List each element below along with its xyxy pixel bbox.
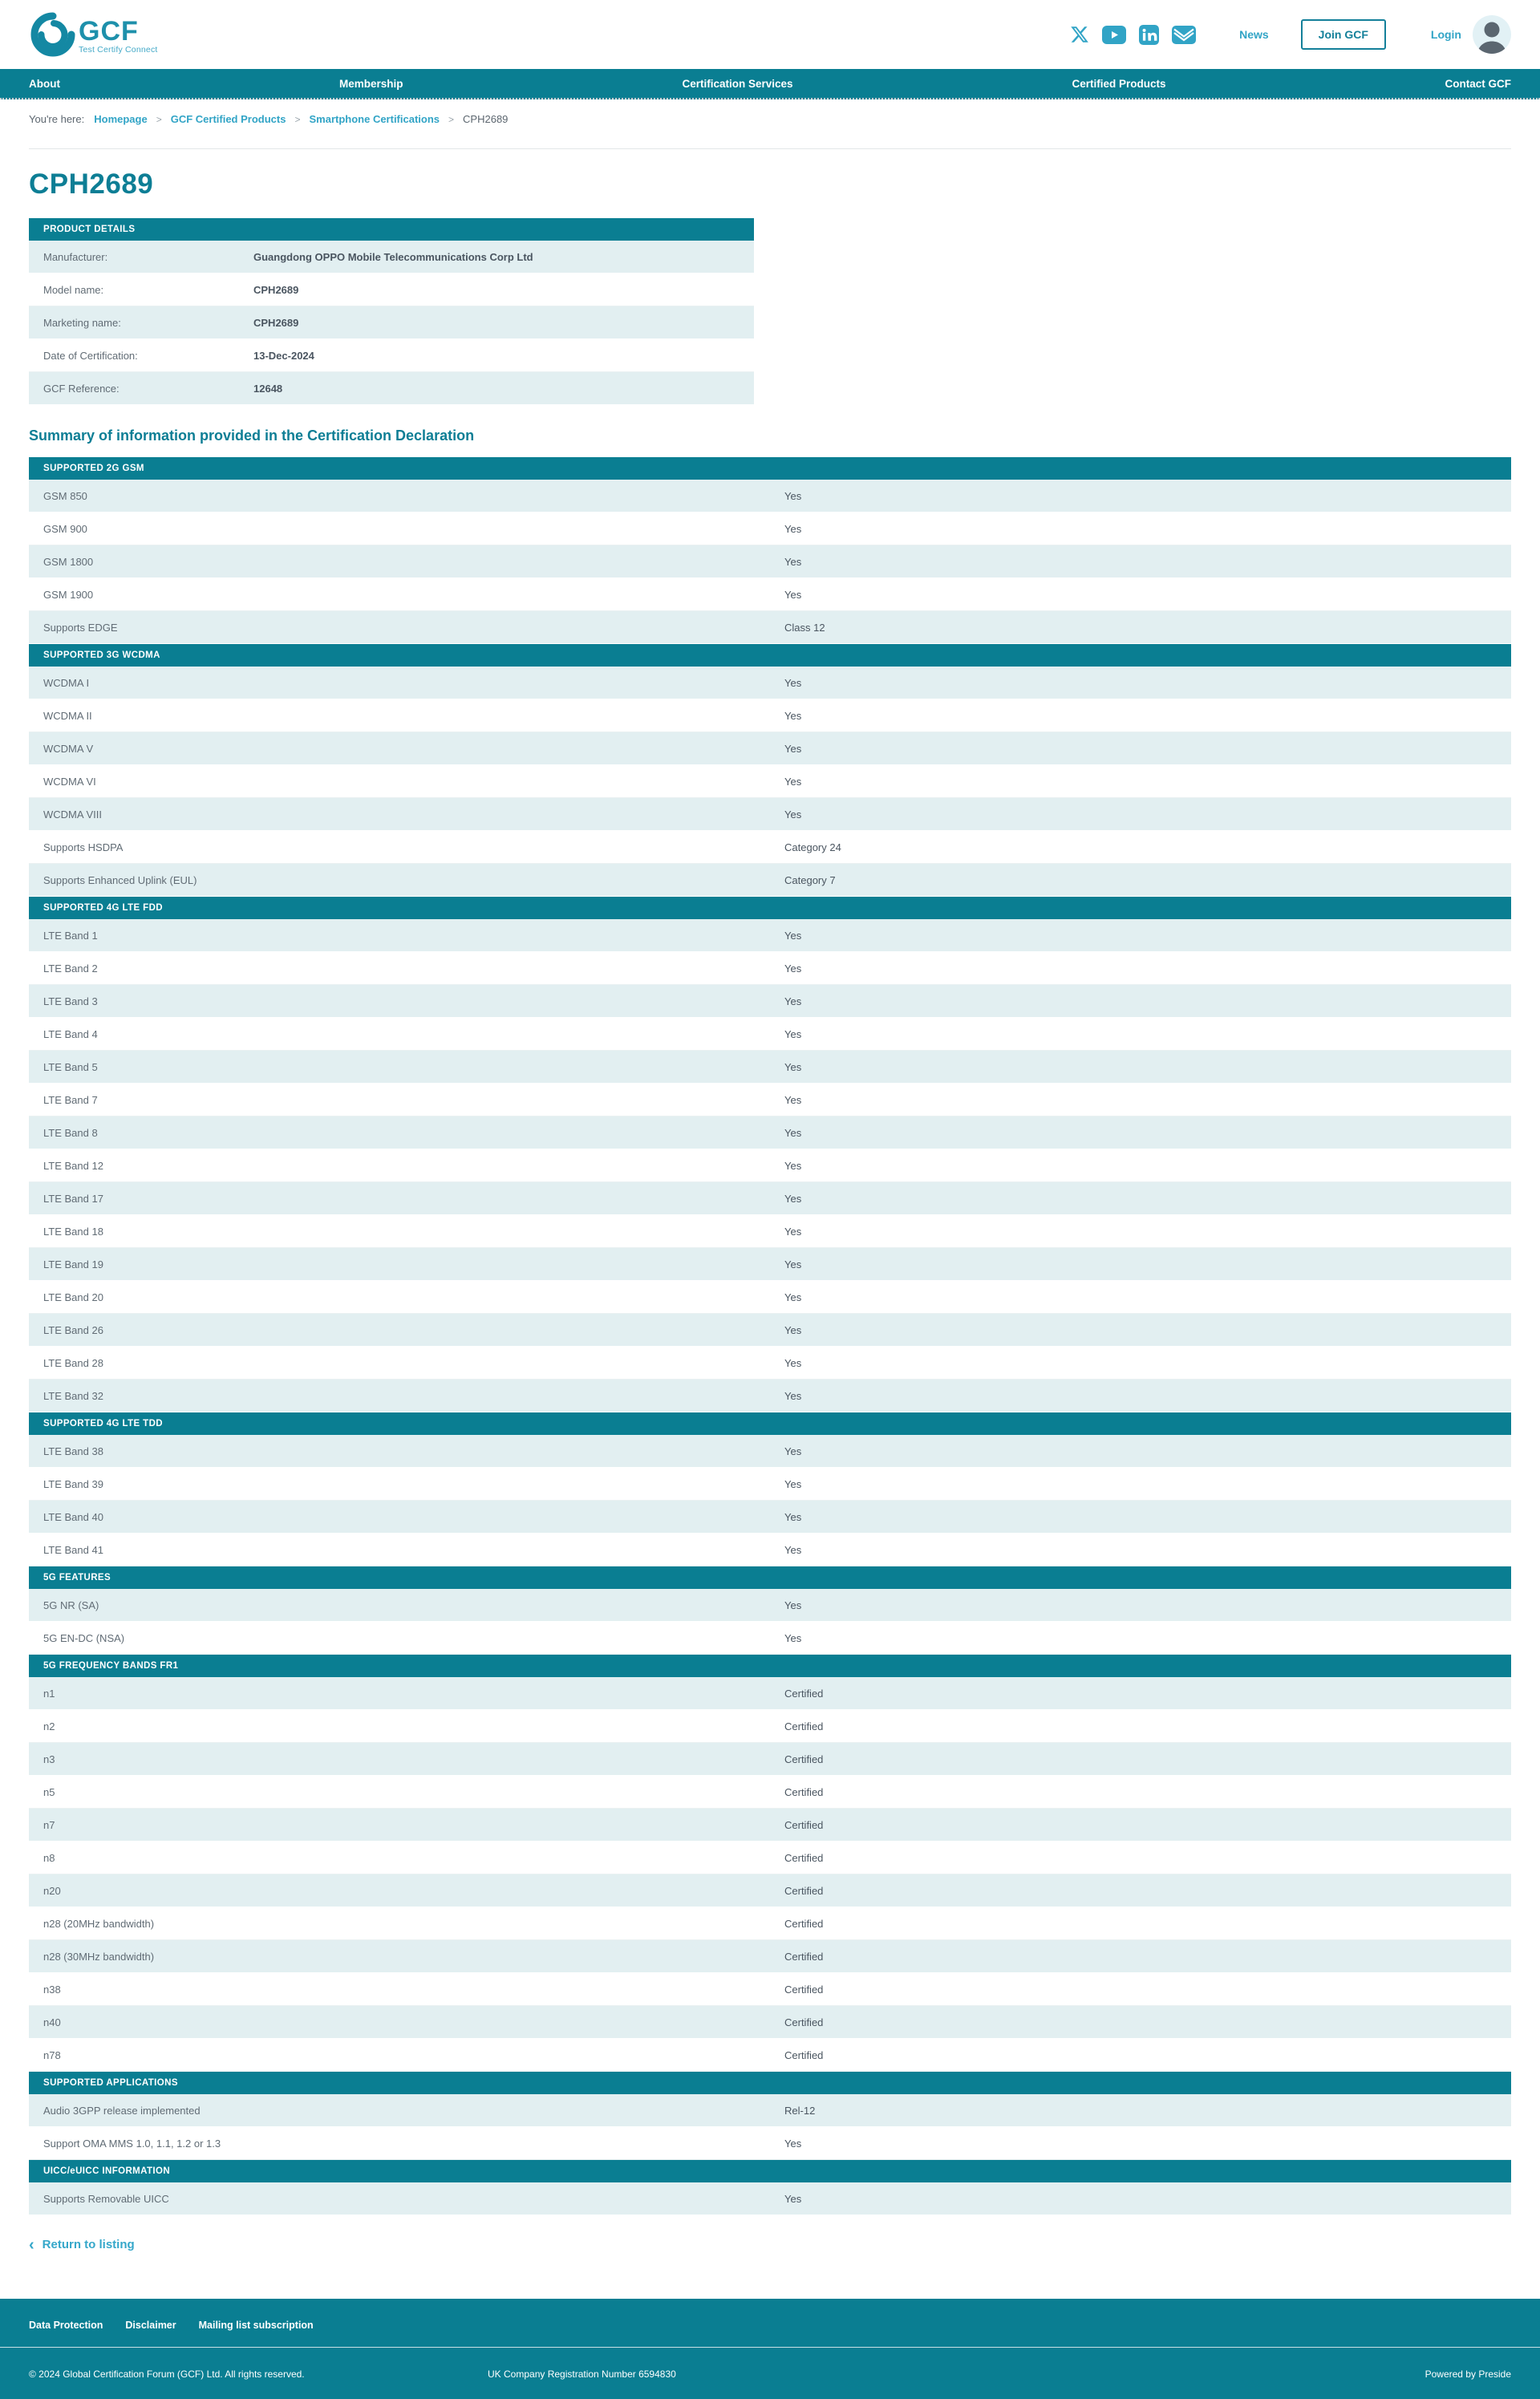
row-value: Yes bbox=[784, 522, 802, 535]
nav-item[interactable]: Certified Products bbox=[1072, 77, 1166, 90]
row-value: Rel-12 bbox=[784, 2104, 816, 2117]
row-label: LTE Band 4 bbox=[43, 1027, 98, 1040]
row-label: LTE Band 20 bbox=[43, 1291, 103, 1303]
table-row bbox=[29, 545, 1511, 578]
row-label: Audio 3GPP release implemented bbox=[43, 2104, 201, 2117]
table-row bbox=[29, 1743, 1511, 1776]
linkedin-icon bbox=[1139, 25, 1159, 45]
row-label: n20 bbox=[43, 1884, 61, 1897]
summary-section bbox=[29, 2160, 1511, 2215]
table-row bbox=[29, 2182, 1511, 2215]
table-row bbox=[29, 1215, 1511, 1248]
table-row bbox=[29, 952, 1511, 985]
section-header: 5G FEATURES bbox=[29, 1566, 1511, 1589]
row-value: Yes bbox=[784, 742, 802, 755]
table-row bbox=[29, 1248, 1511, 1281]
return-to-listing-link[interactable] bbox=[29, 2235, 135, 2254]
table-row bbox=[29, 798, 1511, 831]
summary-section bbox=[29, 457, 1511, 644]
row-value: Certified bbox=[784, 1753, 824, 1765]
row-label: n2 bbox=[43, 1720, 55, 1732]
row-label: WCDMA II bbox=[43, 709, 92, 722]
section-header: SUPPORTED APPLICATIONS bbox=[29, 2072, 1511, 2094]
table-row bbox=[29, 1314, 1511, 1347]
breadcrumb-link[interactable]: GCF Certified Products bbox=[170, 113, 286, 125]
registration-text: UK Company Registration Number 6594830 bbox=[488, 2368, 676, 2380]
section-header: SUPPORTED 4G LTE TDD bbox=[29, 1412, 1511, 1435]
footer-links bbox=[0, 2299, 1540, 2347]
row-label: n3 bbox=[43, 1753, 55, 1765]
row-label: Model name: bbox=[43, 283, 104, 296]
row-label: LTE Band 17 bbox=[43, 1192, 103, 1205]
row-label: 5G EN-DC (NSA) bbox=[43, 1631, 125, 1644]
row-label: 5G NR (SA) bbox=[43, 1599, 99, 1611]
table-row bbox=[29, 611, 1511, 644]
table-row bbox=[29, 864, 1511, 897]
footer-bottom bbox=[0, 2348, 1540, 2399]
row-label: LTE Band 18 bbox=[43, 1225, 103, 1238]
row-value: Yes bbox=[784, 676, 802, 689]
row-label: LTE Band 28 bbox=[43, 1356, 103, 1369]
row-value: Yes bbox=[784, 489, 802, 502]
row-value: Certified bbox=[784, 2048, 824, 2061]
row-label: Support OMA MMS 1.0, 1.1, 1.2 or 1.3 bbox=[43, 2137, 221, 2150]
row-label: LTE Band 1 bbox=[43, 929, 98, 942]
row-label: Supports HSDPA bbox=[43, 841, 124, 853]
table-row bbox=[29, 2039, 1511, 2072]
row-value: Yes bbox=[784, 588, 802, 601]
row-label: LTE Band 32 bbox=[43, 1389, 103, 1402]
avatar[interactable] bbox=[1473, 15, 1511, 54]
footer-divider bbox=[0, 2347, 1540, 2348]
row-value: Class 12 bbox=[784, 621, 825, 634]
summary-section bbox=[29, 644, 1511, 897]
table-row bbox=[29, 985, 1511, 1018]
youtube-icon bbox=[1102, 26, 1126, 44]
row-label: n5 bbox=[43, 1785, 55, 1798]
row-value: Yes bbox=[784, 1389, 802, 1402]
table-row bbox=[29, 1973, 1511, 2006]
breadcrumb-current: CPH2689 bbox=[463, 113, 509, 125]
table-row bbox=[29, 1084, 1511, 1116]
summary-section bbox=[29, 897, 1511, 1412]
header-actions bbox=[1070, 15, 1511, 54]
row-value: Yes bbox=[784, 1356, 802, 1369]
join-gcf-button[interactable]: Join GCF bbox=[1301, 19, 1386, 50]
table-row bbox=[29, 1907, 1511, 1940]
breadcrumb bbox=[0, 99, 1540, 137]
row-label: GSM 850 bbox=[43, 489, 87, 502]
row-value: Category 7 bbox=[784, 873, 836, 886]
footer-link[interactable]: Data Protection bbox=[29, 2319, 103, 2331]
social-link-youtube[interactable] bbox=[1102, 26, 1126, 44]
table-row bbox=[29, 1501, 1511, 1534]
table-row bbox=[29, 667, 1511, 699]
table-row bbox=[29, 765, 1511, 798]
row-label: LTE Band 7 bbox=[43, 1093, 98, 1106]
row-value: Guangdong OPPO Mobile Telecommunications Corp Ltd bbox=[253, 250, 533, 263]
nav-item[interactable]: About bbox=[29, 77, 60, 90]
breadcrumb-separator: > bbox=[156, 114, 162, 125]
row-value: Certified bbox=[784, 1983, 824, 1996]
row-value: Yes bbox=[784, 1291, 802, 1303]
row-label: LTE Band 40 bbox=[43, 1510, 103, 1523]
row-label: Marketing name: bbox=[43, 316, 121, 329]
table-row bbox=[29, 1589, 1511, 1622]
row-label: n8 bbox=[43, 1851, 55, 1864]
summary-tables bbox=[0, 457, 1540, 2215]
gcf-swirl-icon bbox=[29, 10, 77, 59]
table-row bbox=[29, 831, 1511, 864]
table-row bbox=[29, 1116, 1511, 1149]
nav-item[interactable]: Certification Services bbox=[682, 77, 793, 90]
table-row bbox=[29, 1940, 1511, 1973]
row-value: Yes bbox=[784, 1543, 802, 1556]
section-header: UICC/eUICC INFORMATION bbox=[29, 2160, 1511, 2182]
row-label: Date of Certification: bbox=[43, 349, 138, 362]
table-row bbox=[29, 1534, 1511, 1566]
summary-section bbox=[29, 2072, 1511, 2160]
table-row bbox=[29, 1435, 1511, 1468]
table-row bbox=[29, 578, 1511, 611]
table-row bbox=[29, 241, 754, 274]
section-header: SUPPORTED 2G GSM bbox=[29, 457, 1511, 480]
row-label: GSM 1800 bbox=[43, 555, 94, 568]
breadcrumb-separator: > bbox=[294, 114, 301, 125]
row-label: LTE Band 5 bbox=[43, 1060, 98, 1073]
social-links bbox=[1070, 25, 1196, 45]
row-value: Yes bbox=[784, 1159, 802, 1172]
footer-link[interactable]: Mailing list subscription bbox=[198, 2319, 314, 2331]
gcf-logo[interactable] bbox=[29, 10, 158, 59]
row-value: Certified bbox=[784, 1687, 824, 1700]
product-details-header: PRODUCT DETAILS bbox=[29, 218, 754, 241]
email-icon bbox=[1172, 26, 1196, 44]
table-row bbox=[29, 919, 1511, 952]
table-row bbox=[29, 513, 1511, 545]
section-header: SUPPORTED 4G LTE FDD bbox=[29, 897, 1511, 919]
row-label: LTE Band 38 bbox=[43, 1445, 103, 1457]
table-row bbox=[29, 2006, 1511, 2039]
row-value: Category 24 bbox=[784, 841, 841, 853]
row-value: CPH2689 bbox=[253, 283, 299, 296]
breadcrumb-prefix: You're here: bbox=[29, 113, 85, 125]
table-row bbox=[29, 1051, 1511, 1084]
table-row bbox=[29, 1149, 1511, 1182]
table-row bbox=[29, 339, 754, 372]
nav-item[interactable]: Membership bbox=[338, 77, 403, 90]
row-label: n38 bbox=[43, 1983, 61, 1996]
product-details-table bbox=[29, 218, 754, 405]
chevron-left-icon: ‹ bbox=[29, 2235, 34, 2254]
section-header: SUPPORTED 3G WCDMA bbox=[29, 644, 1511, 667]
row-value: Yes bbox=[784, 775, 802, 788]
table-row bbox=[29, 1281, 1511, 1314]
row-label: WCDMA VIII bbox=[43, 808, 102, 821]
table-row bbox=[29, 699, 1511, 732]
table-row bbox=[29, 372, 754, 405]
row-value: Yes bbox=[784, 2192, 802, 2205]
login-link[interactable]: Login bbox=[1430, 28, 1461, 41]
row-value: Yes bbox=[784, 2137, 802, 2150]
social-link-linkedin[interactable] bbox=[1139, 25, 1159, 45]
row-label: Supports EDGE bbox=[43, 621, 118, 634]
row-label: n1 bbox=[43, 1687, 55, 1700]
x-icon bbox=[1070, 25, 1089, 44]
row-value: Yes bbox=[784, 1599, 802, 1611]
row-value: Yes bbox=[784, 1093, 802, 1106]
header bbox=[0, 0, 1540, 69]
row-value: Certified bbox=[784, 1851, 824, 1864]
row-value: Certified bbox=[784, 1917, 824, 1930]
row-label: Supports Removable UICC bbox=[43, 2192, 169, 2205]
row-value: 13-Dec-2024 bbox=[253, 349, 314, 362]
row-label: LTE Band 12 bbox=[43, 1159, 103, 1172]
row-value: Certified bbox=[784, 2016, 824, 2028]
spacer bbox=[0, 2254, 1540, 2299]
footer-link[interactable]: Disclaimer bbox=[125, 2319, 176, 2331]
main-nav bbox=[0, 69, 1540, 99]
row-value: Certified bbox=[784, 1884, 824, 1897]
row-label: GSM 1900 bbox=[43, 588, 94, 601]
row-label: LTE Band 19 bbox=[43, 1258, 103, 1270]
row-value: Yes bbox=[784, 808, 802, 821]
row-label: WCDMA I bbox=[43, 676, 90, 689]
table-row bbox=[29, 1182, 1511, 1215]
breadcrumb-divider bbox=[29, 148, 1511, 149]
table-row bbox=[29, 1018, 1511, 1051]
row-value: Yes bbox=[784, 962, 802, 975]
summary-heading: Summary of information provided in the Certification Declaration bbox=[29, 428, 475, 444]
row-value: Yes bbox=[784, 1192, 802, 1205]
row-label: GSM 900 bbox=[43, 522, 87, 535]
return-to-listing-label: Return to listing bbox=[42, 2238, 135, 2251]
powered-by-text: Powered by Preside bbox=[1424, 2368, 1511, 2380]
row-value: Certified bbox=[784, 1818, 824, 1831]
table-row bbox=[29, 1677, 1511, 1710]
row-value: Yes bbox=[784, 1631, 802, 1644]
row-value: Certified bbox=[784, 1950, 824, 1963]
page-title: CPH2689 bbox=[29, 168, 154, 200]
row-value: CPH2689 bbox=[253, 316, 299, 329]
logo-text: GCF bbox=[79, 16, 139, 47]
breadcrumb-link[interactable]: Smartphone Certifications bbox=[309, 113, 440, 125]
breadcrumb-link[interactable]: Homepage bbox=[94, 113, 148, 125]
row-label: n78 bbox=[43, 2048, 61, 2061]
table-row bbox=[29, 1809, 1511, 1842]
row-value: Certified bbox=[784, 1785, 824, 1798]
news-link[interactable]: News bbox=[1239, 28, 1269, 41]
table-row bbox=[29, 1710, 1511, 1743]
row-label: LTE Band 2 bbox=[43, 962, 98, 975]
row-value: 12648 bbox=[253, 382, 283, 395]
row-label: Manufacturer: bbox=[43, 250, 108, 263]
row-value: Yes bbox=[784, 1323, 802, 1336]
logo-tagline: Test Certify Connect bbox=[79, 45, 158, 55]
table-row bbox=[29, 1468, 1511, 1501]
row-value: Yes bbox=[784, 1258, 802, 1270]
table-row bbox=[29, 1776, 1511, 1809]
table-row bbox=[29, 2094, 1511, 2127]
summary-section bbox=[29, 1566, 1511, 1655]
row-label: GCF Reference: bbox=[43, 382, 120, 395]
row-label: n28 (20MHz bandwidth) bbox=[43, 1917, 155, 1930]
row-label: LTE Band 26 bbox=[43, 1323, 103, 1336]
row-value: Yes bbox=[784, 995, 802, 1007]
row-value: Yes bbox=[784, 555, 802, 568]
row-value: Yes bbox=[784, 1445, 802, 1457]
row-label: LTE Band 3 bbox=[43, 995, 98, 1007]
summary-section bbox=[29, 1655, 1511, 2072]
table-row bbox=[29, 2127, 1511, 2160]
social-link-x[interactable] bbox=[1070, 25, 1089, 44]
table-row bbox=[29, 1842, 1511, 1874]
row-label: LTE Band 8 bbox=[43, 1126, 98, 1139]
row-label: Supports Enhanced Uplink (EUL) bbox=[43, 873, 197, 886]
row-value: Yes bbox=[784, 1060, 802, 1073]
table-row bbox=[29, 732, 1511, 765]
table-row bbox=[29, 306, 754, 339]
row-label: WCDMA VI bbox=[43, 775, 96, 788]
user-icon bbox=[1473, 15, 1511, 54]
row-label: LTE Band 41 bbox=[43, 1543, 103, 1556]
row-value: Yes bbox=[784, 1510, 802, 1523]
table-row bbox=[29, 1622, 1511, 1655]
table-row bbox=[29, 1347, 1511, 1380]
copyright-text: © 2024 Global Certification Forum (GCF) Ltd. All rights reserved. bbox=[29, 2368, 305, 2380]
table-row bbox=[29, 274, 754, 306]
table-row bbox=[29, 1874, 1511, 1907]
row-label: n40 bbox=[43, 2016, 61, 2028]
main-content bbox=[0, 218, 1540, 405]
section-header: 5G FREQUENCY BANDS FR1 bbox=[29, 1655, 1511, 1677]
breadcrumb-separator: > bbox=[448, 114, 455, 125]
row-value: Yes bbox=[784, 709, 802, 722]
table-row bbox=[29, 1380, 1511, 1412]
row-value: Certified bbox=[784, 1720, 824, 1732]
row-value: Yes bbox=[784, 1126, 802, 1139]
row-value: Yes bbox=[784, 1027, 802, 1040]
row-value: Yes bbox=[784, 929, 802, 942]
row-label: LTE Band 39 bbox=[43, 1477, 103, 1490]
summary-section bbox=[29, 1412, 1511, 1566]
social-link-email[interactable] bbox=[1172, 26, 1196, 44]
table-row bbox=[29, 480, 1511, 513]
row-value: Yes bbox=[784, 1225, 802, 1238]
row-value: Yes bbox=[784, 1477, 802, 1490]
nav-item[interactable]: Contact GCF bbox=[1445, 77, 1511, 90]
row-label: n28 (30MHz bandwidth) bbox=[43, 1950, 155, 1963]
row-label: WCDMA V bbox=[43, 742, 94, 755]
row-label: n7 bbox=[43, 1818, 55, 1831]
